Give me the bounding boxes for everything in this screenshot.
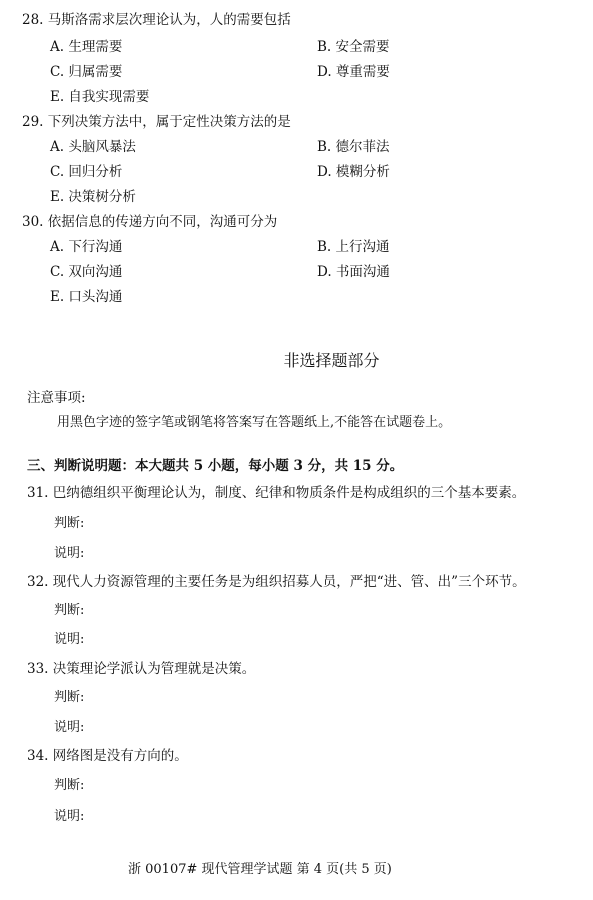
option-29e: E. 决策树分析 bbox=[50, 189, 136, 205]
question-29: 29. 下列决策方法中，属于定性决策方法的是 bbox=[22, 114, 291, 130]
question-28: 28. 马斯洛需求层次理论认为，人的需要包括 bbox=[22, 12, 291, 28]
option-30d: D. 书面沟通 bbox=[317, 264, 390, 280]
explain-label-34: 说明: bbox=[54, 809, 85, 824]
question-31: 31. 巴纳德组织平衡理论认为，制度、纪律和物质条件是构成组织的三个基本要素。 bbox=[27, 485, 526, 501]
notice-body: 用黑色字迹的签字笔或钢笔将答案写在答题纸上,不能答在试题卷上。 bbox=[57, 415, 452, 430]
part3-heading: 三、判断说明题：本大题共 5 小题，每小题 3 分，共 15 分。 bbox=[27, 458, 404, 474]
option-29d: D. 模糊分析 bbox=[317, 164, 390, 180]
judge-label-32: 判断: bbox=[54, 603, 85, 618]
judge-label-34: 判断: bbox=[54, 778, 85, 793]
judge-label-33: 判断: bbox=[54, 690, 85, 705]
question-30: 30. 依据信息的传递方向不同，沟通可分为 bbox=[22, 214, 278, 230]
option-29b: B. 德尔菲法 bbox=[317, 139, 390, 155]
section-title: 非选择题部分 bbox=[283, 351, 380, 370]
question-34: 34. 网络图是没有方向的。 bbox=[27, 748, 188, 764]
explain-label-33: 说明: bbox=[54, 720, 85, 735]
option-30e: E. 口头沟通 bbox=[50, 289, 123, 305]
page-footer: 浙 00107# 现代管理学试题 第 4 页(共 5 页) bbox=[128, 862, 392, 877]
question-32: 32. 现代人力资源管理的主要任务是为组织招募人员，严把“进、管、出”三个环节。 bbox=[27, 574, 526, 590]
notice-heading: 注意事项: bbox=[27, 390, 86, 406]
explain-label-31: 说明: bbox=[54, 546, 85, 561]
option-30b: B. 上行沟通 bbox=[317, 239, 390, 255]
judge-label-31: 判断: bbox=[54, 516, 85, 531]
option-28e: E. 自我实现需要 bbox=[50, 89, 150, 105]
explain-label-32: 说明: bbox=[54, 632, 85, 647]
option-29c: C. 回归分析 bbox=[50, 164, 123, 180]
option-30c: C. 双向沟通 bbox=[50, 264, 123, 280]
option-28b: B. 安全需要 bbox=[317, 39, 390, 55]
option-28d: D. 尊重需要 bbox=[317, 64, 390, 80]
question-33: 33. 决策理论学派认为管理就是决策。 bbox=[27, 661, 256, 677]
option-28c: C. 归属需要 bbox=[50, 64, 123, 80]
option-28a: A. 生理需要 bbox=[50, 39, 123, 55]
option-29a: A. 头脑风暴法 bbox=[50, 139, 136, 155]
option-30a: A. 下行沟通 bbox=[50, 239, 123, 255]
